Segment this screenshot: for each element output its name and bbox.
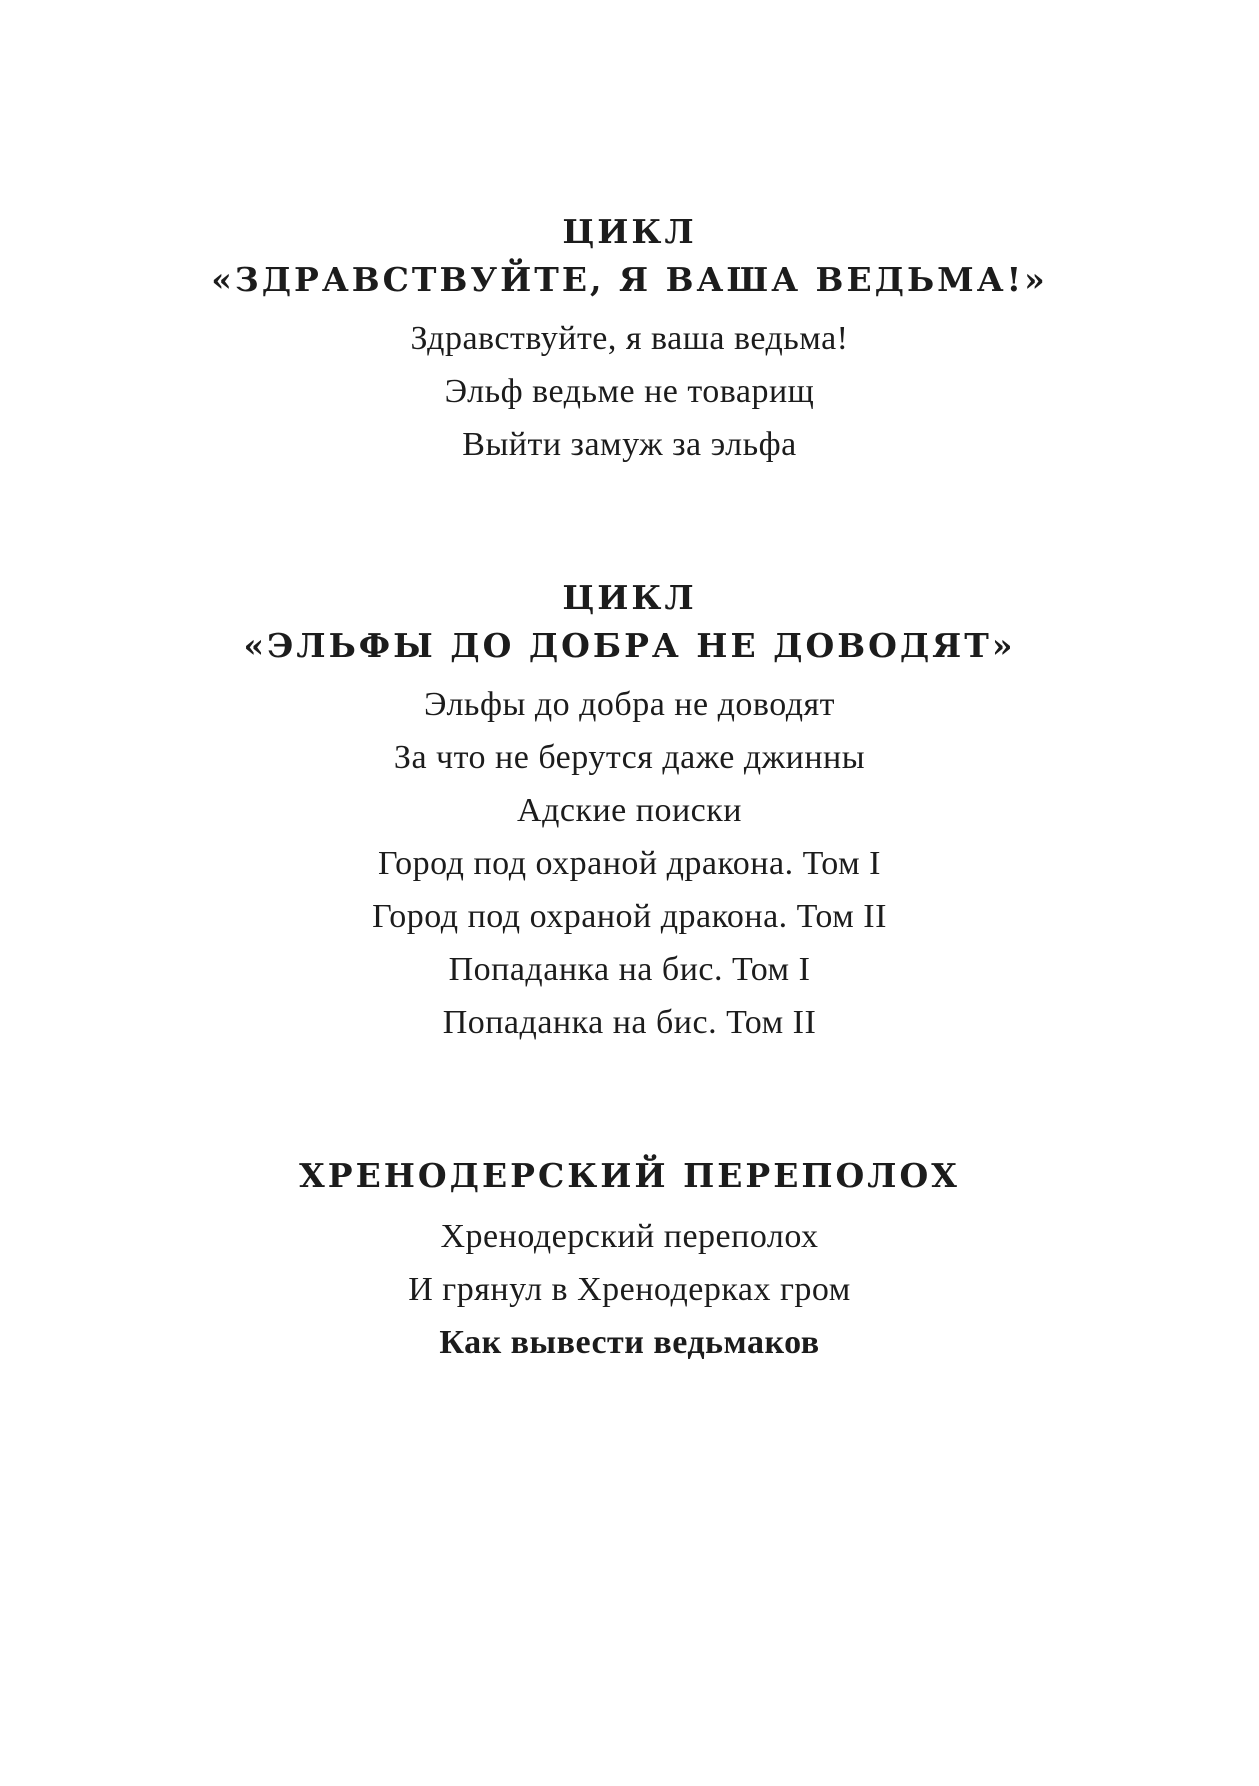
book-title: Попаданка на бис. Том II — [442, 1004, 817, 1041]
book-title: Здравствуйте, я ваша ведьма! — [410, 320, 849, 357]
series-label: ЦИКЛ — [562, 578, 697, 617]
series-heading — [0, 1155, 1259, 1197]
series-title: ХРЕНОДЕРСКИЙ ПЕРЕПОЛОХ — [299, 1156, 960, 1195]
book-title: Адские поиски — [517, 792, 742, 829]
series-section-2 — [0, 577, 1259, 1049]
book-title: Выйти замуж за эльфа — [462, 426, 797, 463]
series-section-3 — [0, 1155, 1259, 1369]
book-title: Город под охраной дракона. Том I — [377, 845, 881, 882]
book-title: Эльф ведьме не товарищ — [444, 373, 815, 410]
book-title: И грянул в Хренодерках гром — [408, 1271, 851, 1308]
series-section-1 — [0, 211, 1259, 471]
series-title: «ЗДРАВСТВУЙТЕ, Я ВАША ВЕДЬМА!» — [211, 260, 1048, 299]
series-heading — [0, 577, 1259, 667]
book-title: Эльфы до добра не доводят — [423, 686, 836, 723]
book-list — [0, 678, 1259, 1049]
book-title: Город под охраной дракона. Том II — [372, 898, 887, 935]
series-title: «ЭЛЬФЫ ДО ДОБРА НЕ ДОВОДЯТ» — [243, 626, 1016, 665]
book-list — [0, 312, 1259, 471]
current-book-title: Как вывести ведьмаков — [439, 1324, 820, 1361]
series-label: ЦИКЛ — [562, 212, 697, 251]
book-title: За что не берутся даже джинны — [393, 739, 866, 776]
book-list — [0, 1210, 1259, 1369]
series-heading — [0, 211, 1259, 301]
book-title: Хренодерский переполох — [440, 1218, 819, 1255]
book-title: Попаданка на бис. Том I — [448, 951, 811, 988]
